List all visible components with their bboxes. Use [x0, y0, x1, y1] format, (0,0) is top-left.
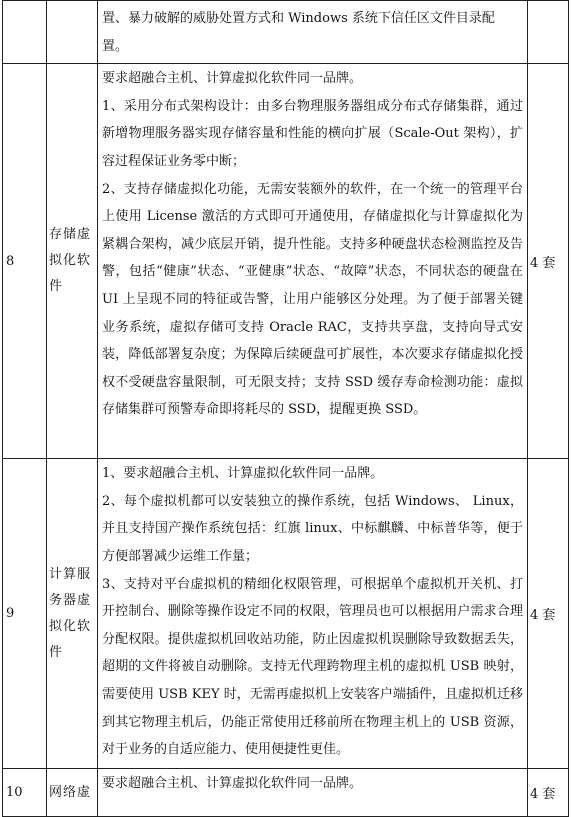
item-name: 计算服务器虚拟化软件	[47, 459, 98, 769]
description-paragraph: 置、暴力破解的威胁处置方式和 Windows 系统下信任区文件目录配	[102, 11, 495, 26]
description-paragraph: 2、每个虚拟机都可以安装独立的操作系统，包括 Windows、 Linux，并且支持国产操作系统包括：红旗 linux、中标麒麟、中标普华等，便于方便部署减少运维工作量；	[102, 493, 523, 564]
table-row	[3, 769, 569, 817]
item-quantity	[528, 1, 569, 64]
description-paragraph: 要求超融合主机、计算虚拟化软件同一品牌。	[102, 71, 363, 87]
description-paragraph: 3、支持对平台虚拟机的精细化权限管理，可根据单个虚拟机开关机、打开控制台、删除等操作设定不同的权限，管理员也可以根据用户需求合理分配权限。提供虚拟机回收站功能，防止因虚拟机误删除导致数据丢失，超期的文件将被自动删除。支持无代理跨物理主机的虚拟机 USB 映射，需要使用 USB KEY 时，无需再虚拟机上安装客户端插件，且虚拟机迁移到其它物理主机后，仍能正常使用迁移前所在物理主机上的 USB 资源，对于业务的自适应能力、使用便捷性更佳。	[102, 576, 523, 758]
row-number: 10	[3, 769, 47, 817]
item-description	[98, 769, 528, 817]
item-description	[98, 1, 528, 64]
description-paragraph: 2、支持存储虚拟化功能，无需安装额外的软件，在一个统一的管理平台上使用 License 激活的方式即可开通使用，存储虚拟化与计算虚拟化为紧耦合架构，减少底层开销，提升性能。支持多种硬盘状态检测监控及告警，包括“健康”状态、“亚健康”状态、“故障”状态，不同状态的硬盘在 UI 上呈现不同的特征或告警，让用户能够区分处理。为了便于部署关键业务系统，虚拟存储可支持 Oracle RAC，支持共享盘，支持向导式安装，降低部署复杂度；为保障后续硬盘可扩展性，本次要求存储虚拟化授权不受硬盘容量限制，可无限支持；支持 SSD 缓存寿命检测功能：虚拟存储集群可预警寿命即将耗尽的 SSD，提醒更换 SSD。	[102, 181, 523, 418]
item-quantity: 4 套	[528, 64, 569, 459]
item-name	[47, 1, 98, 64]
item-description	[98, 459, 528, 769]
item-description	[98, 64, 528, 459]
description-paragraph: 要求超融合主机、计算虚拟化软件同一品牌。	[102, 776, 363, 792]
table-row	[3, 459, 569, 769]
description-paragraph: 1、采用分布式架构设计：由多台物理服务器组成分布式存储集群，通过新增物理服务器实现存储容量和性能的横向扩展（Scale-Out 架构），扩容过程保证业务零中断；	[102, 98, 523, 169]
row-number: 8	[3, 64, 47, 459]
description-paragraph: 置。	[102, 38, 129, 54]
item-quantity: 4 套	[528, 459, 569, 769]
item-name: 存储虚拟化软件	[47, 64, 98, 459]
item-name: 网络虚	[47, 769, 98, 817]
procurement-table	[2, 0, 569, 817]
row-number	[3, 1, 47, 64]
item-quantity: 4 套	[528, 769, 569, 817]
table-row	[3, 1, 569, 64]
row-number: 9	[3, 459, 47, 769]
description-paragraph: 1、要求超融合主机、计算虚拟化软件同一品牌。	[102, 466, 384, 482]
table-row	[3, 64, 569, 459]
